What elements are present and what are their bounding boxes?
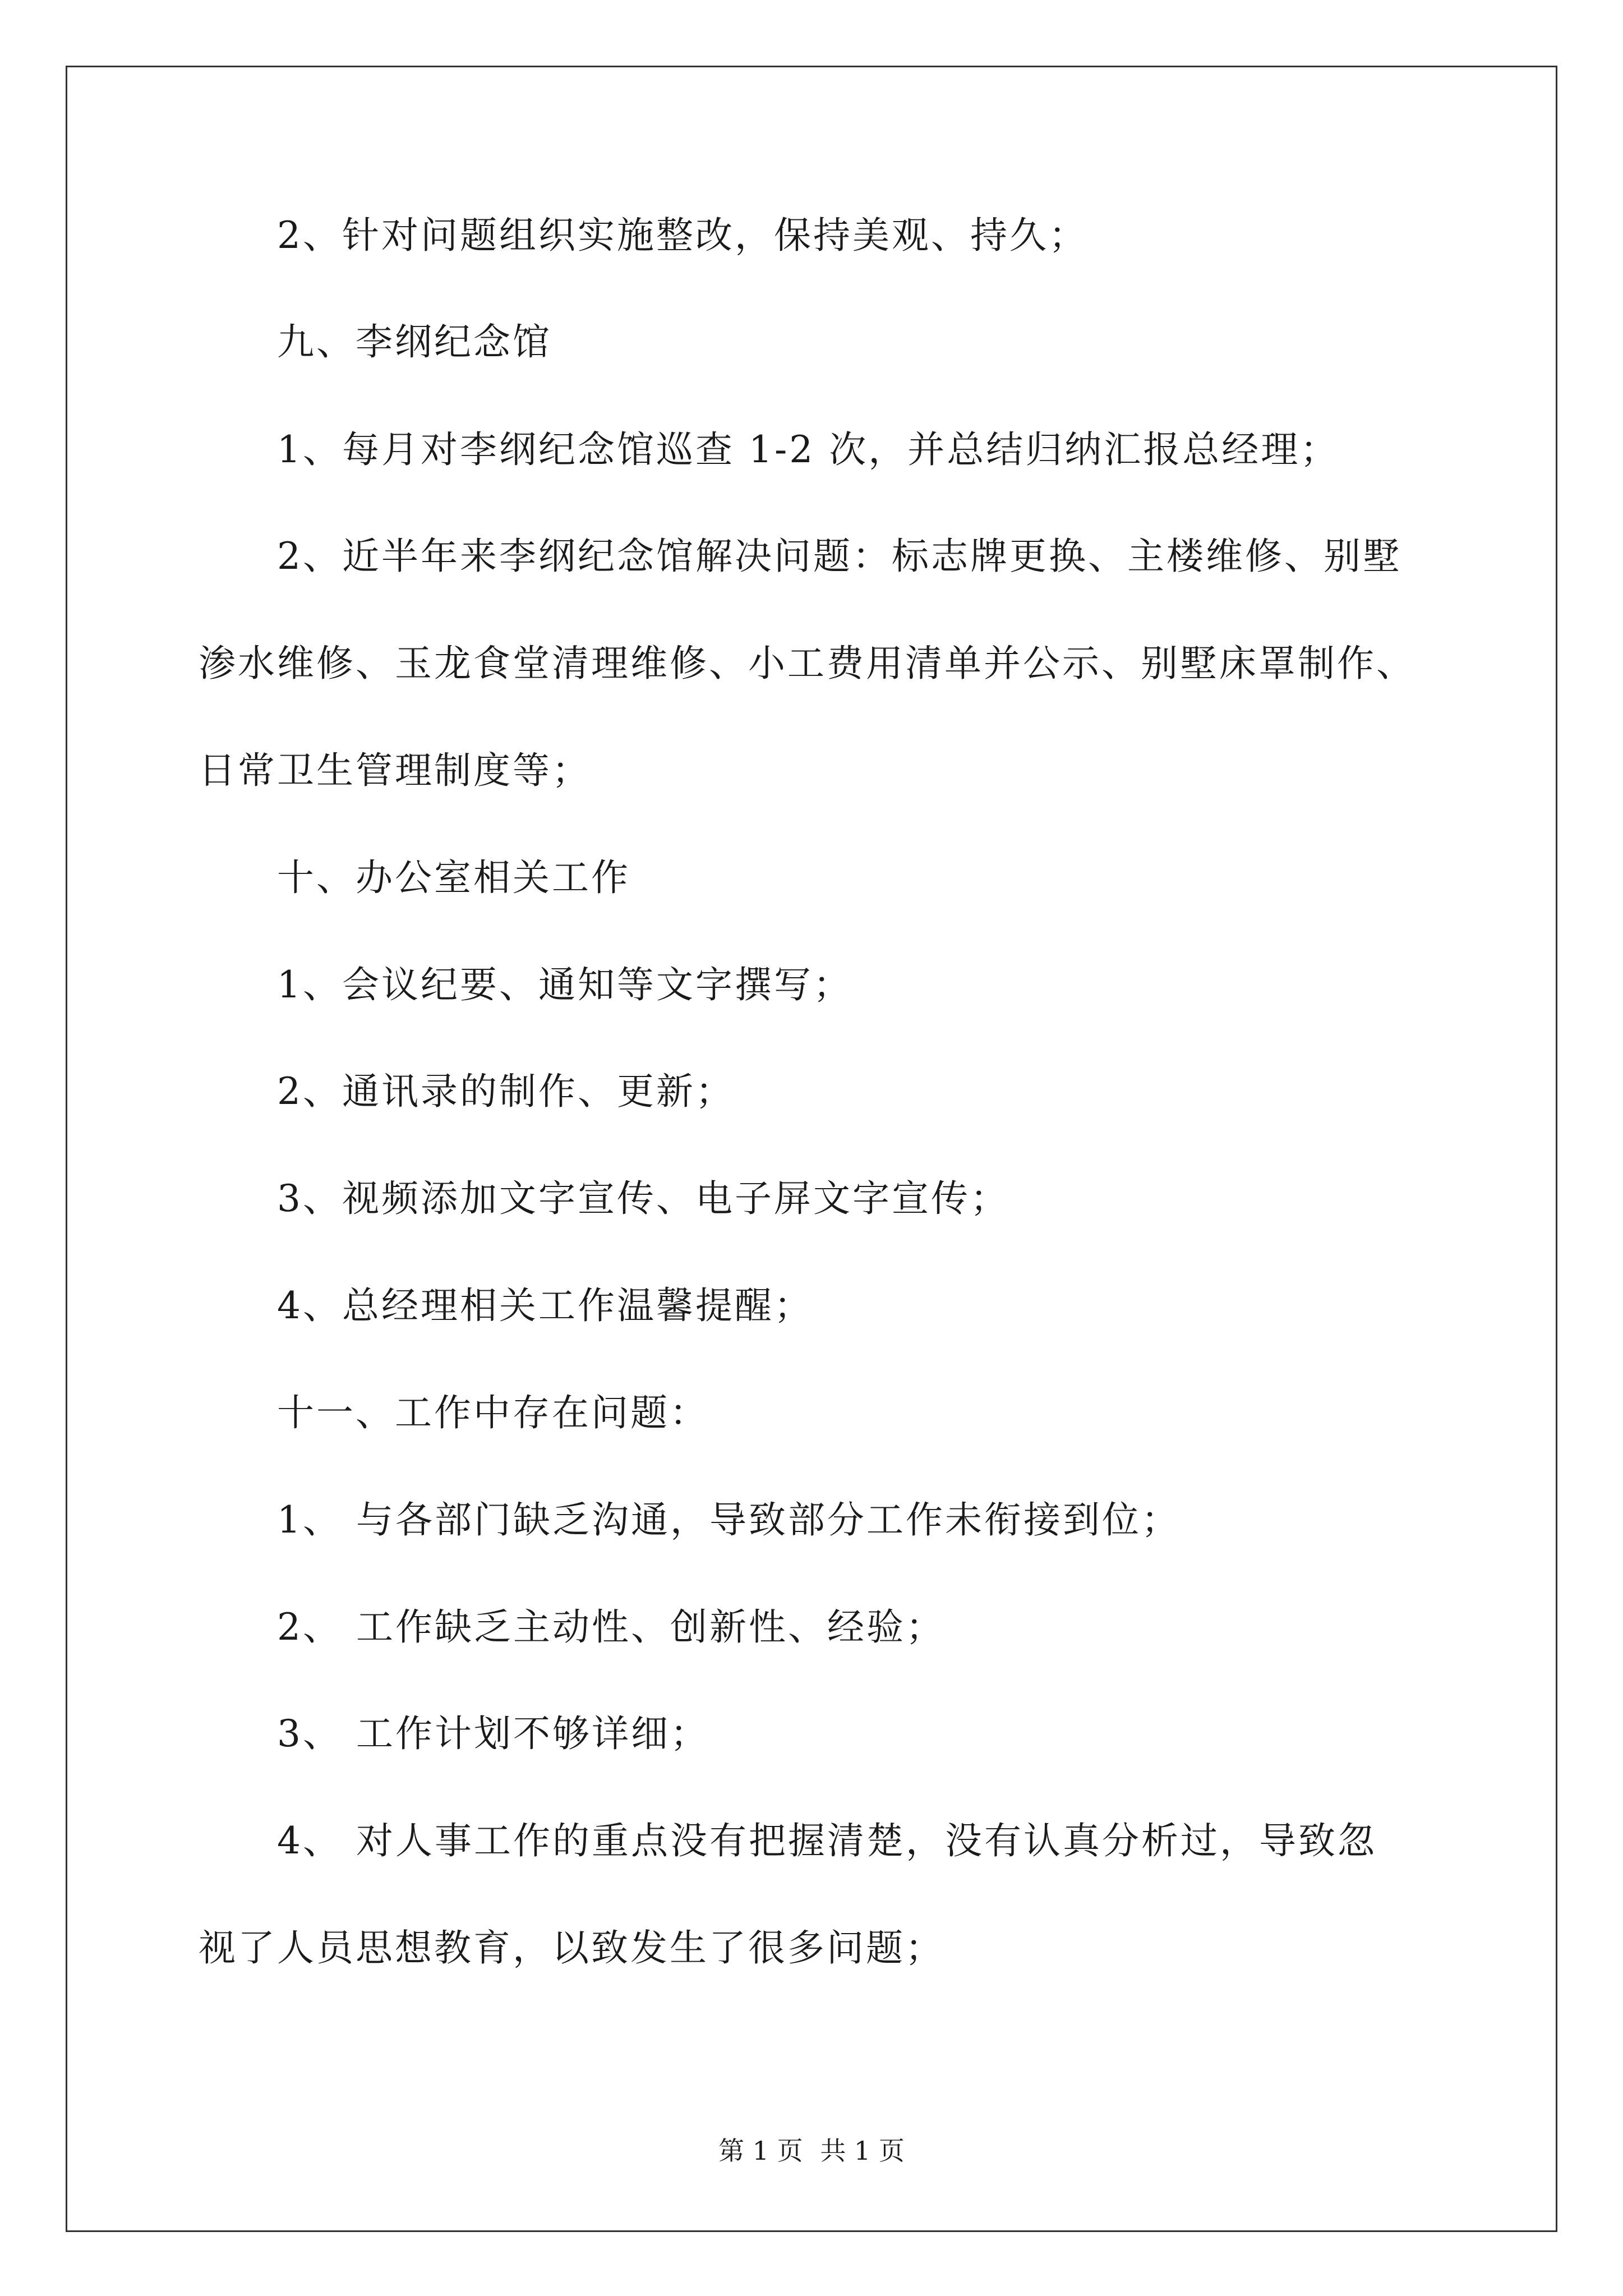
page-footer bbox=[0, 2135, 1623, 2166]
text-line: 日常卫生管理制度等； bbox=[199, 749, 591, 792]
text-line: 2、针对问题组织实施整改，保持美观、持久； bbox=[277, 214, 1088, 257]
text-line: 渗水维修、玉龙食堂清理维修、小工费用清单并公示、别墅床罩制作、 bbox=[199, 642, 1415, 685]
text-line: 2、通讯录的制作、更新； bbox=[277, 1070, 735, 1113]
page-total: 共 1 页 bbox=[820, 2136, 905, 2166]
text-line: 4、 对人事工作的重点没有把握清楚，没有认真分析过，导致忽 bbox=[277, 1819, 1377, 1862]
text-line: 视了人员思想教育，以致发生了很多问题； bbox=[199, 1926, 944, 1970]
text-line: 2、近半年来李纲纪念馆解决问题：标志牌更换、主楼维修、别墅 bbox=[277, 535, 1402, 578]
text-line: 1、 与各部门缺乏沟通，导致部分工作未衔接到位； bbox=[277, 1498, 1181, 1542]
text-line: 1、每月对李纲纪念馆巡查 1-2 次，并总结归纳汇报总经理； bbox=[277, 428, 1340, 471]
text-line: 4、总经理相关工作温馨提醒； bbox=[277, 1284, 813, 1327]
text-line: 1、会议纪要、通知等文字撰写； bbox=[277, 963, 852, 1006]
text-line: 3、视频添加文字宣传、电子屏文字宣传； bbox=[277, 1177, 1009, 1220]
page-number: 第 1 页 bbox=[718, 2136, 803, 2166]
text-line: 3、 工作计划不够详细； bbox=[277, 1712, 709, 1755]
section-heading: 十一、工作中存在问题： bbox=[277, 1391, 709, 1434]
section-heading: 十、办公室相关工作 bbox=[277, 856, 630, 899]
text-line: 2、 工作缺乏主动性、创新性、经验； bbox=[277, 1605, 945, 1649]
section-heading: 九、李纲纪念馆 bbox=[277, 320, 552, 364]
